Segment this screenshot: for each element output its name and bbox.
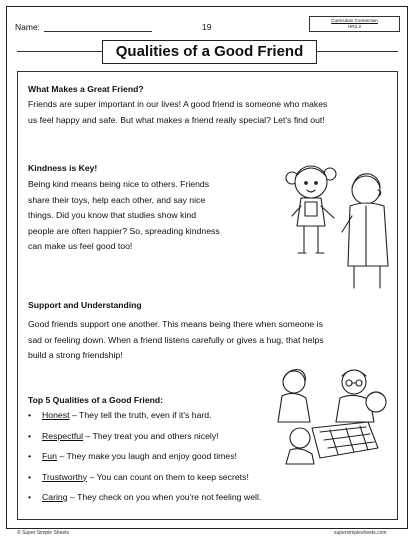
kindness-line: people are often happier? So, spreading kindness	[28, 225, 220, 236]
support-paragraph	[28, 317, 324, 364]
support-line: build a strong friendship!	[28, 350, 123, 360]
website-text: supersimplesheets.com	[334, 530, 387, 536]
quality-desc: – They treat you and others nicely!	[83, 430, 219, 441]
bullet-dot: •	[28, 471, 32, 482]
list-item	[28, 472, 261, 493]
kindness-paragraph	[28, 177, 220, 255]
list-item	[28, 410, 261, 431]
curriculum-connection-box	[309, 16, 400, 32]
quality-desc: – They check on you when you're not feeling well.	[67, 492, 262, 502]
intro-line: Friends are super important in our lives! A good friend is someone who makes	[28, 99, 328, 109]
intro-paragraph	[28, 97, 327, 128]
quality-term: Trustworthy	[42, 471, 88, 482]
intro-line: us feel happy and safe. But what makes a friend really special? Let's find out!	[28, 114, 325, 125]
bullet-dot: •	[28, 430, 32, 441]
copyright-text: © Super Simple Sheets	[17, 530, 70, 536]
name-label: Name:	[15, 22, 41, 32]
kids-talking-illustration	[282, 158, 392, 293]
name-line[interactable]	[44, 22, 152, 32]
name-field[interactable]	[15, 22, 152, 32]
quality-term: Fun	[42, 451, 57, 461]
support-line: sad or feeling down. When a friend listens carefully or gives a hug, that helps	[28, 334, 324, 345]
quality-desc: – They tell the truth, even if it's hard.	[69, 410, 212, 420]
quality-term: Respectful	[42, 430, 84, 441]
intro-heading: What Makes a Great Friend?	[28, 84, 144, 94]
list-item	[28, 431, 261, 452]
quality-term: Caring	[42, 492, 68, 502]
support-line: Good friends support one another. This means being there when someone is	[28, 319, 323, 329]
quality-term: Honest	[42, 410, 70, 420]
list-item	[28, 451, 261, 472]
page-number: 19	[202, 22, 212, 32]
kindness-line: share their toys, help each other, and say nice	[28, 194, 206, 205]
list-item	[28, 492, 261, 513]
title-divider-right	[317, 51, 398, 52]
curriculum-title: Curriculum Connection	[331, 18, 378, 23]
kindness-line: things. Did you know that studies show kind	[28, 210, 197, 220]
kids-playing-game-illustration	[270, 362, 390, 467]
title-divider-left	[17, 51, 102, 52]
bullet-dot: •	[28, 492, 32, 502]
kindness-line: can make us feel good too!	[28, 241, 133, 251]
curriculum-code: HR2.2	[347, 23, 362, 29]
kindness-heading: Kindness is Key!	[28, 163, 98, 173]
bullet-dot: •	[28, 410, 32, 420]
bullet-dot: •	[28, 451, 32, 461]
qualities-list	[28, 410, 261, 513]
kindness-line: Being kind means being nice to others. Friends	[28, 179, 210, 189]
page-title: Qualities of a Good Friend	[102, 40, 317, 64]
quality-desc: – You can count on them to keep secrets!	[87, 471, 249, 482]
quality-desc: – They make you laugh and enjoy good times!	[56, 451, 237, 461]
support-heading: Support and Understanding	[28, 300, 142, 310]
top5-heading: Top 5 Qualities of a Good Friend:	[28, 395, 163, 405]
